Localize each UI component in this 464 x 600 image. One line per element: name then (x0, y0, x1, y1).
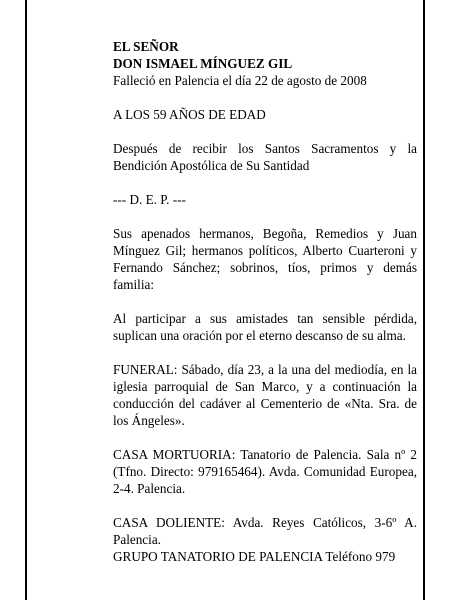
age-line: A LOS 59 AÑOS DE EDAD (113, 107, 266, 122)
rip-line: --- D. E. P. --- (113, 192, 186, 207)
request-paragraph: Al participar a sus amistades tan sensible pérdida, suplican una oración por el eterno descanso de su alma. (113, 311, 417, 343)
family-paragraph: Sus apenados hermanos, Begoña, Remedios y Juan Mínguez Gil; hermanos políticos, Alberto Cuarteroni y Fernando Sánchez; sobrinos, tíos, primos y demás familia: (113, 226, 417, 292)
title-line-1: EL SEÑOR (113, 39, 179, 54)
death-date-line: Falleció en Palencia el día 22 de agosto de 2008 (113, 73, 367, 88)
footer-line: GRUPO TANATORIO DE PALENCIA Teléfono 979 (113, 549, 396, 564)
casa-mortuoria-paragraph: CASA MORTUORIA: Tanatorio de Palencia. Sala nº 2 (Tfno. Directo: 979165464). Avda. Comunidad Europea, 2-4. Palencia. (113, 447, 417, 496)
funeral-paragraph: FUNERAL: Sábado, día 23, a la una del mediodía, en la iglesia parroquial de San Marco, y a continuación la conducción del cadáver al Cementerio de «Nta. Sra. de los Ángeles». (113, 362, 417, 428)
obituary-notice (113, 38, 417, 565)
deceased-name: DON ISMAEL MÍNGUEZ GIL (113, 56, 293, 71)
sacraments-paragraph: Después de recibir los Santos Sacramentos y la Bendición Apostólica de Su Santidad (113, 141, 417, 173)
casa-doliente-paragraph: CASA DOLIENTE: Avda. Reyes Católicos, 3-6º A. Palencia. (113, 515, 417, 547)
